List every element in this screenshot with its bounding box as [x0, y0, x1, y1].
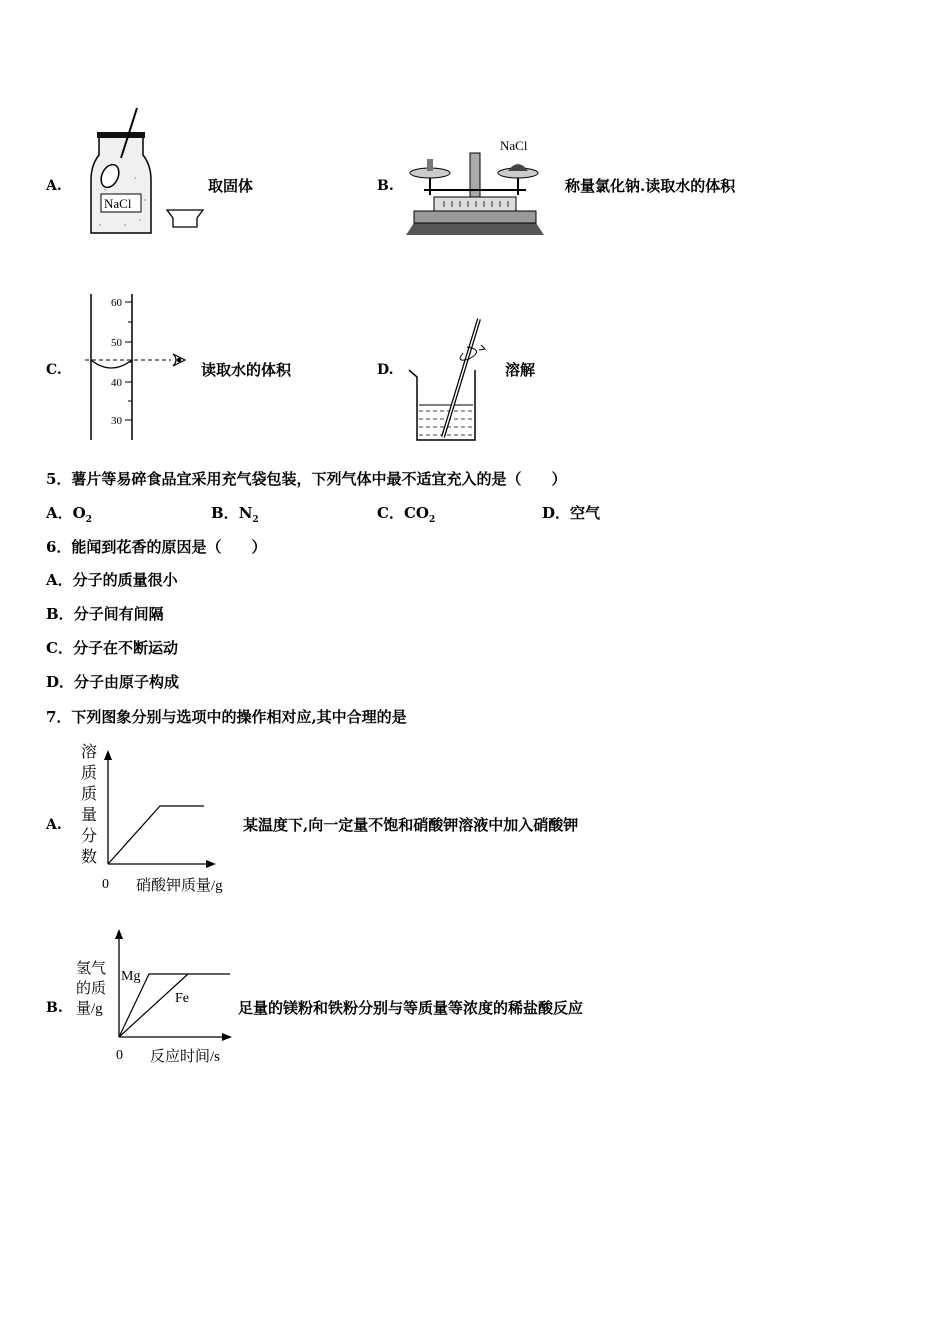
solute-fraction-graph [78, 740, 243, 895]
pan-label: NaCl [500, 138, 528, 153]
y-axis-label: 氢气 [76, 961, 107, 977]
x-axis-arrow [206, 860, 216, 868]
scale-30: 30 [111, 415, 122, 427]
option-letter: A. [46, 817, 62, 833]
y-axis-label: 的质 [76, 981, 107, 997]
y-axis-label: 质 [81, 786, 98, 803]
x-axis-label: 硝酸钾质量/g [136, 878, 223, 894]
x-axis-arrow [222, 1033, 232, 1041]
q6-option-b: B．分子间有间隔 [46, 605, 164, 623]
option-letter: A. [46, 178, 62, 194]
beaker-stirring-figure [405, 315, 485, 445]
y-axis-label: 质 [81, 765, 98, 782]
q5-option-a: A．$O_2$ [46, 504, 92, 525]
scale-60: 60 [111, 297, 122, 309]
question-5-stem: 5．薯片等易碎食品宜采用充气袋包装，下列气体中最不适宜充入的是（ ） [46, 470, 567, 488]
y-axis-arrow [115, 929, 123, 939]
q5-option-b: B．$N_2$ [211, 504, 259, 525]
x-axis-label: 反应时间/s [150, 1049, 221, 1065]
option-caption: 溶解 [505, 361, 536, 379]
series-label-mg: Mg [121, 969, 141, 984]
hydrogen-mass-graph [74, 925, 239, 1070]
scale-50: 50 [111, 337, 122, 349]
origin-label: 0 [116, 1048, 123, 1063]
option-letter: D. [377, 362, 394, 378]
q6-option-a: A．分子的质量很小 [46, 571, 178, 589]
nacl-bottle-spoon-figure [85, 100, 210, 240]
series-label-fe: Fe [175, 991, 189, 1006]
option-caption: 读取水的体积 [201, 361, 292, 379]
option-caption: 某温度下,向一定量不饱和硝酸钾溶液中加入硝酸钾 [243, 816, 579, 834]
question-6-stem: 6．能闻到花香的原因是（ ） [46, 538, 267, 556]
y-axis-label: 溶 [81, 744, 98, 761]
option-caption: 取固体 [208, 177, 254, 195]
option-letter: B. [377, 178, 394, 194]
option-letter: B. [46, 1000, 63, 1016]
option-caption: 足量的镁粉和铁粉分别与等质量等浓度的稀盐酸反应 [238, 999, 584, 1017]
q5-option-c: C．$CO_2$ [377, 504, 436, 525]
y-axis-label: 量 [81, 807, 98, 824]
curve [108, 806, 204, 864]
graduated-cylinder-figure [85, 290, 200, 445]
y-axis-label: 数 [81, 849, 98, 866]
y-axis-label: 分 [81, 828, 98, 845]
bottle-label: NaCl [104, 196, 132, 211]
origin-label: 0 [102, 877, 109, 892]
y-axis-label: 量/g [76, 1001, 103, 1017]
scale-40: 40 [111, 377, 122, 389]
y-axis-arrow [104, 750, 112, 760]
balance-scale-figure [404, 135, 549, 245]
q6-option-d: D．分子由原子构成 [46, 673, 180, 691]
question-7-stem: 7．下列图象分别与选项中的操作相对应,其中合理的是 [46, 708, 407, 726]
q6-option-c: C．分子在不断运动 [46, 639, 178, 657]
option-letter: C. [46, 362, 62, 378]
option-caption: 称量氯化钠.读取水的体积 [565, 177, 736, 195]
q5-option-d: D．空气 [542, 504, 601, 522]
